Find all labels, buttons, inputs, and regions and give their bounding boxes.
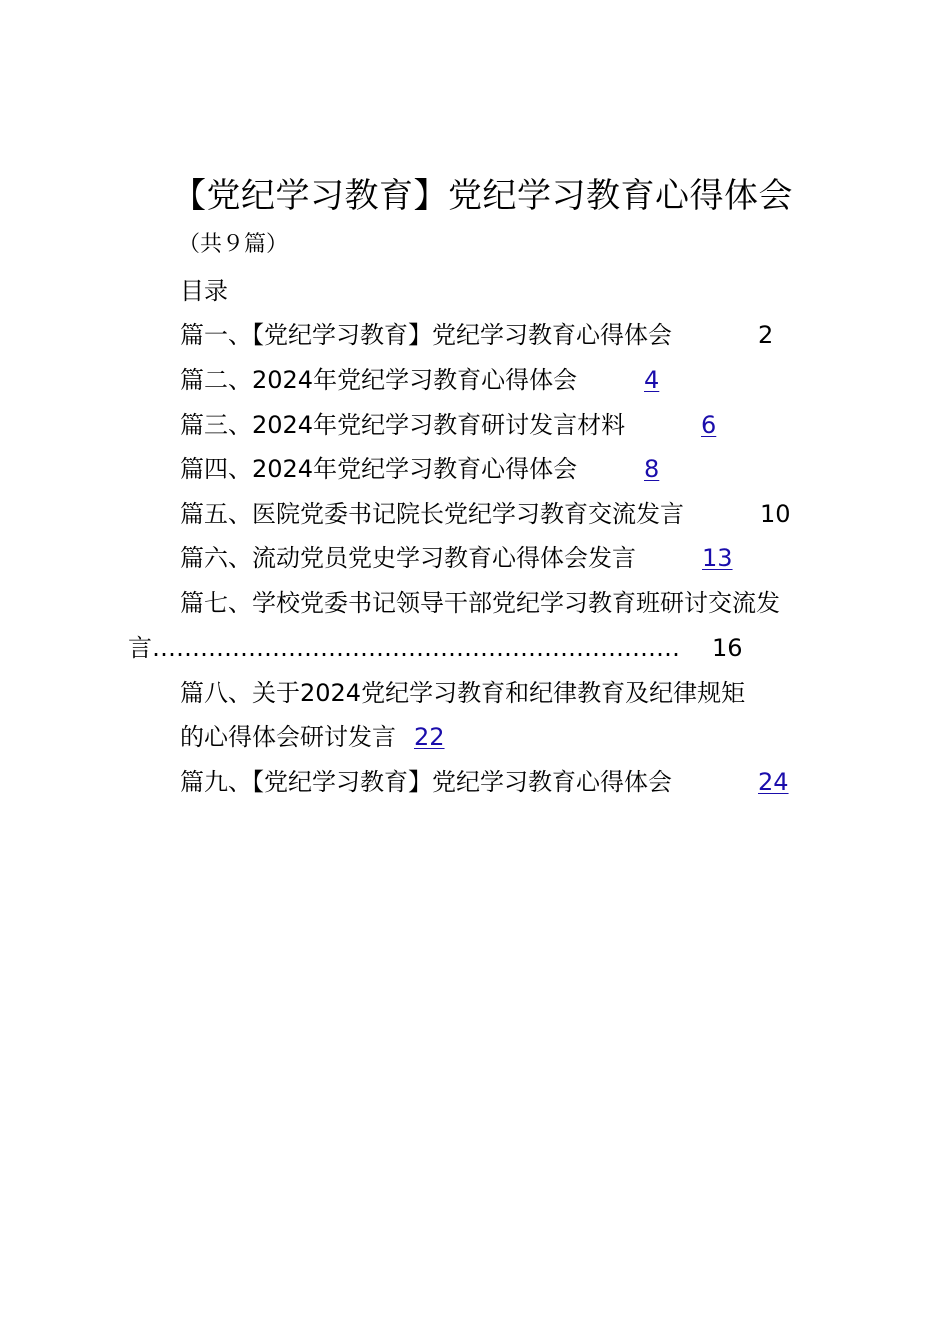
toc-entry-6-label: 篇六、流动党员党史学习教育心得体会发言: [180, 544, 636, 572]
toc-entry-4-page-link[interactable]: 8: [644, 455, 660, 483]
toc-entry-9-page-link[interactable]: 24: [758, 768, 789, 796]
toc-heading: 目录: [180, 277, 228, 305]
toc-entry-8-page-link[interactable]: 22: [414, 723, 445, 751]
toc-entry-4-label: 篇四、2024年党纪学习教育心得体会: [180, 455, 578, 483]
toc-entry-5-page: 10: [760, 500, 791, 528]
toc-entry-3-label: 篇三、2024年党纪学习教育研讨发言材料: [180, 411, 626, 439]
toc-entry-7-label-line1: 篇七、学校党委书记领导干部党纪学习教育班研讨交流发: [180, 589, 780, 617]
document-title: 【党纪学习教育】党纪学习教育心得体会: [172, 176, 793, 216]
toc-entry-9-label: 篇九、【党纪学习教育】党纪学习教育心得体会: [180, 768, 672, 796]
toc-entry-3-page-link[interactable]: 6: [701, 411, 717, 439]
toc-entry-1-label: 篇一、【党纪学习教育】党纪学习教育心得体会: [180, 321, 672, 349]
toc-entry-2-label: 篇二、2024年党纪学习教育心得体会: [180, 366, 578, 394]
toc-entry-8-label-line2: 的心得体会研讨发言: [180, 723, 396, 751]
toc-entry-8-label-line1: 篇八、关于2024党纪学习教育和纪律教育及纪律规矩: [180, 679, 746, 707]
toc-entry-7-page: 16: [712, 634, 743, 662]
toc-entry-6-page-link[interactable]: 13: [702, 544, 733, 572]
toc-entry-1-page: 2: [758, 321, 774, 349]
toc-entry-7-label-line2: 言…………………………………………………………: [128, 634, 680, 662]
document-subtitle: （共９篇）: [178, 232, 289, 257]
toc-entry-2-page-link[interactable]: 4: [644, 366, 660, 394]
toc-entry-5-label: 篇五、医院党委书记院长党纪学习教育交流发言: [180, 500, 684, 528]
